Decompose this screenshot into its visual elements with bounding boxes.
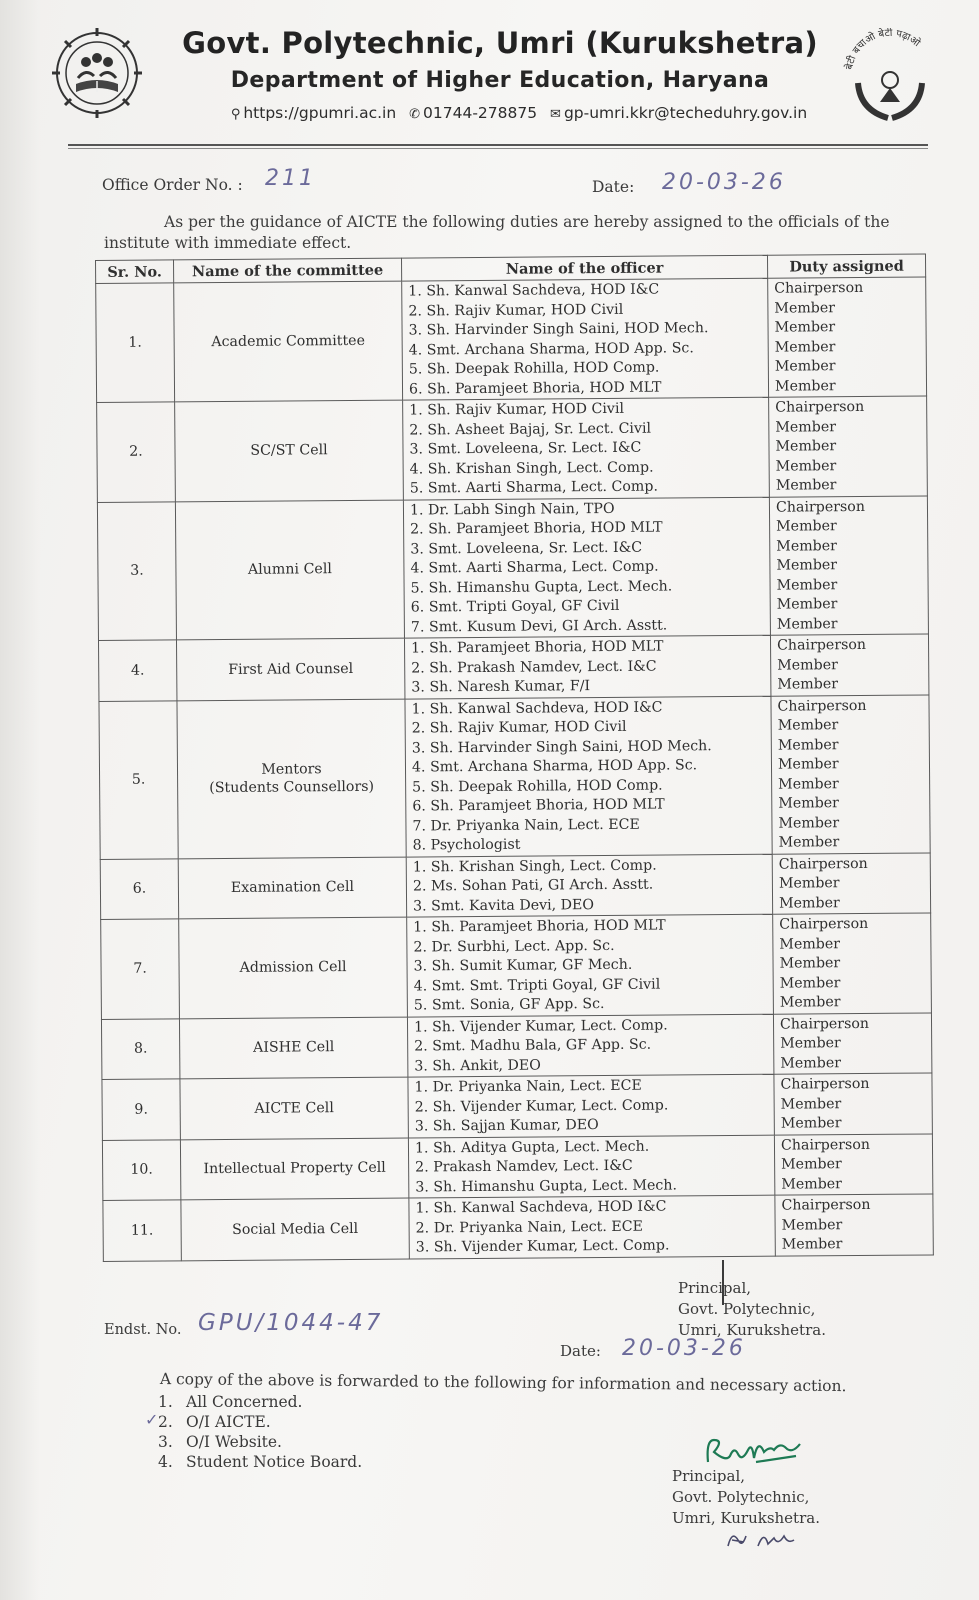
row-officers [405,696,772,857]
duties-table [95,253,934,1261]
email-link[interactable]: gp-umri.kkr@techeduhry.gov.in [563,104,808,122]
duty-role: Member [779,935,841,953]
row-duties [773,1012,931,1074]
duty-role: Member [780,1095,842,1113]
table-row [100,852,930,919]
endorsement-number: GPU/1044-47 [198,1310,384,1336]
row-committee [174,281,403,402]
table-row [102,1133,932,1200]
phone-number: 01744-278875 [423,104,538,122]
officer-name: 1. Sh. Vijender Kumar, Lect. Comp. [413,1017,668,1036]
distribution-number: 1. [158,1393,173,1411]
row-officers [403,497,770,638]
contact-line [190,104,840,122]
committee-name: AISHE Cell [253,1039,335,1057]
duty-role: Member [778,775,839,793]
website-link[interactable]: https://gpumri.ac.in [243,104,397,122]
row-sr-no: 8. [101,1018,179,1079]
row-duties [771,694,930,853]
duty-role: Member [780,1115,842,1132]
row-committee [175,500,404,640]
distribution-text: All Concerned. [186,1393,303,1411]
duty-role: Member [775,457,837,475]
duty-role: Member [777,736,839,754]
row-duties [772,852,930,914]
forward-text: A copy of the above is forwarded to the following for information and necessary action. [159,1370,847,1396]
officer-name: 1. Sh. Aditya Gupta, Lect. Mech. [414,1138,650,1157]
principal-signature-block-2 [672,1466,820,1529]
row-committee [178,857,406,919]
officer-name: 2. Smt. Madhu Bala, GF App. Sc. [414,1036,652,1055]
officer-name: 8. Psychologist [412,836,521,854]
row-duties [774,1133,932,1195]
duty-role: Member [780,1035,841,1052]
duty-role: Member [777,656,838,674]
duty-role: Member [774,377,836,395]
distribution-text: Student Notice Board. [186,1453,363,1471]
row-sr-no: 7. [101,919,180,1019]
beti-bachao-logo-icon [840,28,940,128]
initials-icon [722,1526,802,1552]
officer-name: 3. Sh. Harvinder Singh Saini, HOD Mech. [411,737,712,757]
endorsement-date: 20-03-26 [622,1336,746,1361]
officer-name: 5. Smt. Sonia, GF App. Sc. [413,996,605,1014]
table-row [97,396,928,502]
duty-role: Member [779,894,840,912]
row-duties [773,913,932,1014]
committee-name: Intellectual Property Cell [203,1159,386,1178]
row-officers [403,397,770,499]
table-row [102,1073,932,1140]
signatory-institute-2: Govt. Polytechnic, [672,1488,810,1506]
officer-name: 1. Sh. Rajiv Kumar, HOD Civil [409,400,625,419]
row-sr-no: 1. [96,283,175,403]
beti-bachao-text: बेटी बचाओ बेटी पढ़ाओ [844,28,922,71]
officer-name: 2. Prakash Namdev, Lect. I&C [415,1157,633,1176]
committee-subtitle: (Students Counsellors) [209,778,375,797]
row-committee [176,638,404,700]
row-officers [406,854,772,917]
table-row [103,1194,933,1261]
row-duties [769,396,928,497]
officer-name: 2. Sh. Paramjeet Bhoria, HOD MLT [410,519,663,538]
duty-role: Chairperson [778,855,868,873]
officer-name: 5. Smt. Aarti Sharma, Lect. Comp. [409,478,659,497]
row-sr-no: 6. [100,858,178,919]
committee-name: Alumni Cell [247,561,332,579]
officer-name: 2. Dr. Priyanka Nain, Lect. ECE [415,1218,643,1237]
officer-name: 1. Sh. Paramjeet Bhoria, HOD MLT [410,638,664,657]
duty-role: Member [776,596,838,613]
duty-role: Member [776,557,838,574]
duty-role: Member [781,1156,842,1173]
header-officer: Name of the officer [401,255,767,281]
officer-name: 7. Dr. Priyanka Nain, Lect. ECE [412,816,640,835]
officer-name: 3. Sh. Naresh Kumar, F/I [411,678,591,696]
duty-role: Member [776,518,837,535]
distribution-item [158,1432,362,1452]
phone-icon: ✆ [409,107,421,122]
officer-name: 6. Smt. Tripti Goyal, GF Civil [410,597,620,616]
table-row [99,694,930,859]
officer-name: 2. Sh. Vijender Kumar, Lect. Comp. [414,1097,669,1116]
committee-name: Examination Cell [230,879,355,897]
row-officers [409,1195,775,1258]
department-name: Department of Higher Education, Haryana [230,68,770,93]
duty-role: Member [775,418,837,436]
distribution-text: O/I Website. [186,1433,282,1451]
header-duty: Duty assigned [767,254,925,278]
table-row [96,277,927,403]
signatory-institute: Govt. Polytechnic, [678,1300,816,1318]
distribution-item [158,1412,362,1432]
row-sr-no: 2. [97,402,176,502]
header-divider [68,144,928,146]
row-sr-no: 9. [102,1079,180,1140]
duty-role: Member [775,477,837,494]
officer-name: 3. Sh. Vijender Kumar, Lect. Comp. [415,1237,670,1256]
officer-name: 2. Sh. Asheet Bajaj, Sr. Lect. Civil [409,420,652,439]
table-row [98,634,928,701]
row-committee [179,917,408,1018]
distribution-number: 4. [158,1453,173,1471]
duty-role: Member [777,676,839,693]
officer-name: 2. Sh. Rajiv Kumar, HOD Civil [408,301,624,320]
duty-role: Member [781,1236,843,1253]
officer-name: 3. Sh. Sajjan Kumar, DEO [414,1117,599,1135]
duty-role: Member [779,994,841,1011]
officer-name: 3. Sh. Ankit, DEO [414,1057,541,1075]
row-duties [775,1194,933,1256]
officer-name: 1. Sh. Paramjeet Bhoria, HOD MLT [413,917,666,936]
officer-name: 2. Sh. Rajiv Kumar, HOD Civil [411,718,627,737]
officer-name: 3. Sh. Himanshu Gupta, Lect. Mech. [415,1176,678,1196]
row-officers [407,914,774,1016]
duty-role: Member [774,358,836,375]
officer-name: 2. Ms. Sohan Pati, GI Arch. Asstt. [412,876,654,895]
duty-role: Member [778,875,840,892]
signatory-title: Principal, [678,1279,752,1297]
officer-name: 6. Sh. Paramjeet Bhoria, HOD MLT [412,796,665,815]
officer-name: 4. Smt. Smt. Tripti Goyal, GF Civil [413,976,661,995]
row-duties [770,634,928,696]
duty-role: Member [776,615,838,633]
committee-name: SC/ST Cell [250,442,328,460]
officer-name: 1. Sh. Kanwal Sachdeva, HOD I&C [415,1198,667,1217]
office-order-label: Office Order No. : [102,176,243,194]
row-committee [180,1138,408,1200]
row-officers [408,1074,774,1137]
row-officers [408,1135,774,1198]
row-committee [179,1017,407,1079]
endorsement-date-label: Date: [560,1342,601,1360]
duty-role: Member [779,955,841,972]
institute-logo-icon [50,26,145,121]
officer-name: 1. Sh. Kanwal Sachdeva, HOD I&C [408,281,660,300]
header-sr-no: Sr. No. [96,260,174,284]
officer-name: 7. Smt. Kusum Devi, GI Arch. Asstt. [410,617,668,636]
signatory-place: Umri, Kurukshetra. [678,1321,826,1339]
officer-name: 2. Dr. Surbhi, Lect. App. Sc. [413,937,615,956]
mail-icon: ✉ [550,107,561,122]
committee-name: Academic Committee [211,332,366,351]
officer-name: 5. Sh. Deepak Rohilla, HOD Comp. [408,359,660,378]
duty-role: Member [778,814,840,832]
distribution-text: O/I AICTE. [186,1413,271,1431]
officer-name: 3. Sh. Harvinder Singh Saini, HOD Mech. [408,320,709,339]
officer-name: 1. Dr. Labh Singh Nain, TPO [409,500,615,519]
officer-name: 6. Sh. Paramjeet Bhoria, HOD MLT [408,379,662,398]
officer-name: 3. Smt. Kavita Devi, DEO [413,896,595,915]
row-sr-no: 5. [99,700,178,859]
duty-role: Member [780,1054,842,1072]
institute-name: Govt. Polytechnic, Umri (Kurukshetra) [182,26,818,60]
checkmark-icon: ✓ [145,1410,159,1429]
duty-role: Chairperson [775,498,866,516]
row-duties [768,277,927,397]
officer-name: 1. Sh. Kanwal Sachdeva, HOD I&C [411,699,663,718]
duty-role: Member [781,1175,842,1193]
duty-role: Chairperson [779,1015,870,1033]
duty-role: Chairperson [779,915,869,933]
principal-signature-block [678,1278,826,1341]
officer-name: 4. Smt. Aarti Sharma, Lect. Comp. [410,558,659,577]
office-order-number: 211 [265,166,316,191]
committee-name: Social Media Cell [232,1220,359,1238]
duty-role: Chairperson [777,697,867,715]
duty-role: Member [777,756,839,773]
row-duties [774,1073,932,1135]
row-officers [404,635,770,698]
duty-role: Member [776,537,837,555]
officer-name: 4. Smt. Archana Sharma, HOD App. Sc. [411,757,698,776]
distribution-number: 2. [158,1413,173,1431]
duty-role: Member [774,319,836,336]
row-sr-no: 3. [97,501,176,640]
signatory-title-2: Principal, [672,1467,746,1485]
officer-name: 3. Smt. Loveleena, Sr. Lect. I&C [410,539,643,558]
officer-name: 1. Sh. Krishan Singh, Lect. Comp. [412,857,657,876]
globe-icon: ⚲ [230,107,241,122]
duty-role: Chairperson [774,279,864,297]
duty-role: Member [778,795,839,812]
officer-name: 3. Sh. Sumit Kumar, GF Mech. [413,956,633,975]
intro-paragraph: As per the guidance of AICTE the following duties are hereby assigned to the officials of the institute with immediate effect. [104,213,890,252]
officer-name: 5. Sh. Deepak Rohilla, HOD Comp. [412,777,663,796]
row-officers [407,1014,773,1077]
duty-role: Chairperson [780,1075,870,1093]
distribution-number: 3. [158,1433,173,1451]
table-row [97,495,928,640]
officer-name: 1. Dr. Priyanka Nain, Lect. ECE [414,1077,642,1096]
duty-role: Chairperson [775,398,865,416]
row-committee [175,400,404,501]
duty-role: Member [781,1216,843,1234]
row-sr-no: 4. [98,640,176,701]
duty-role: Member [774,338,836,356]
duty-role: Member [779,974,841,992]
duty-role: Chairperson [781,1196,871,1214]
table-row [101,1012,931,1079]
officer-name: 3. Smt. Loveleena, Sr. Lect. I&C [409,439,642,458]
distribution-item [158,1452,362,1472]
row-committee [181,1198,409,1260]
header-divider-thin [68,148,928,149]
committee-name: Mentors [261,761,322,778]
row-sr-no: 11. [103,1200,181,1261]
table-row [101,913,932,1019]
row-sr-no: 10. [102,1139,180,1200]
distribution-item [158,1392,362,1412]
row-duties [769,495,928,635]
officer-name: 2. Sh. Prakash Namdev, Lect. I&C [411,658,657,677]
duty-role: Member [775,438,837,455]
order-date: 20-03-26 [662,170,786,195]
committee-name: AICTE Cell [254,1099,334,1117]
distribution-list [158,1392,362,1472]
officer-name: 4. Smt. Archana Sharma, HOD App. Sc. [408,339,694,359]
committee-name: First Aid Counsel [228,660,354,678]
officer-name: 5. Sh. Himanshu Gupta, Lect. Mech. [410,577,673,597]
endorsement-label: Endst. No. [104,1322,182,1338]
duty-role: Member [777,717,839,734]
officer-name: 4. Sh. Krishan Singh, Lect. Comp. [409,459,654,478]
row-officers [402,278,769,400]
row-committee [177,699,406,859]
signatory-place-2: Umri, Kurukshetra. [672,1509,820,1527]
duty-role: Chairperson [776,636,867,654]
date-label: Date: [592,178,635,196]
header-committee: Name of the committee [174,258,402,283]
duty-role: Chairperson [780,1136,871,1154]
committee-name: Admission Cell [239,959,347,977]
row-committee [180,1077,408,1139]
duty-role: Member [776,576,838,594]
duty-role: Member [778,834,840,851]
duty-role: Member [774,299,836,317]
